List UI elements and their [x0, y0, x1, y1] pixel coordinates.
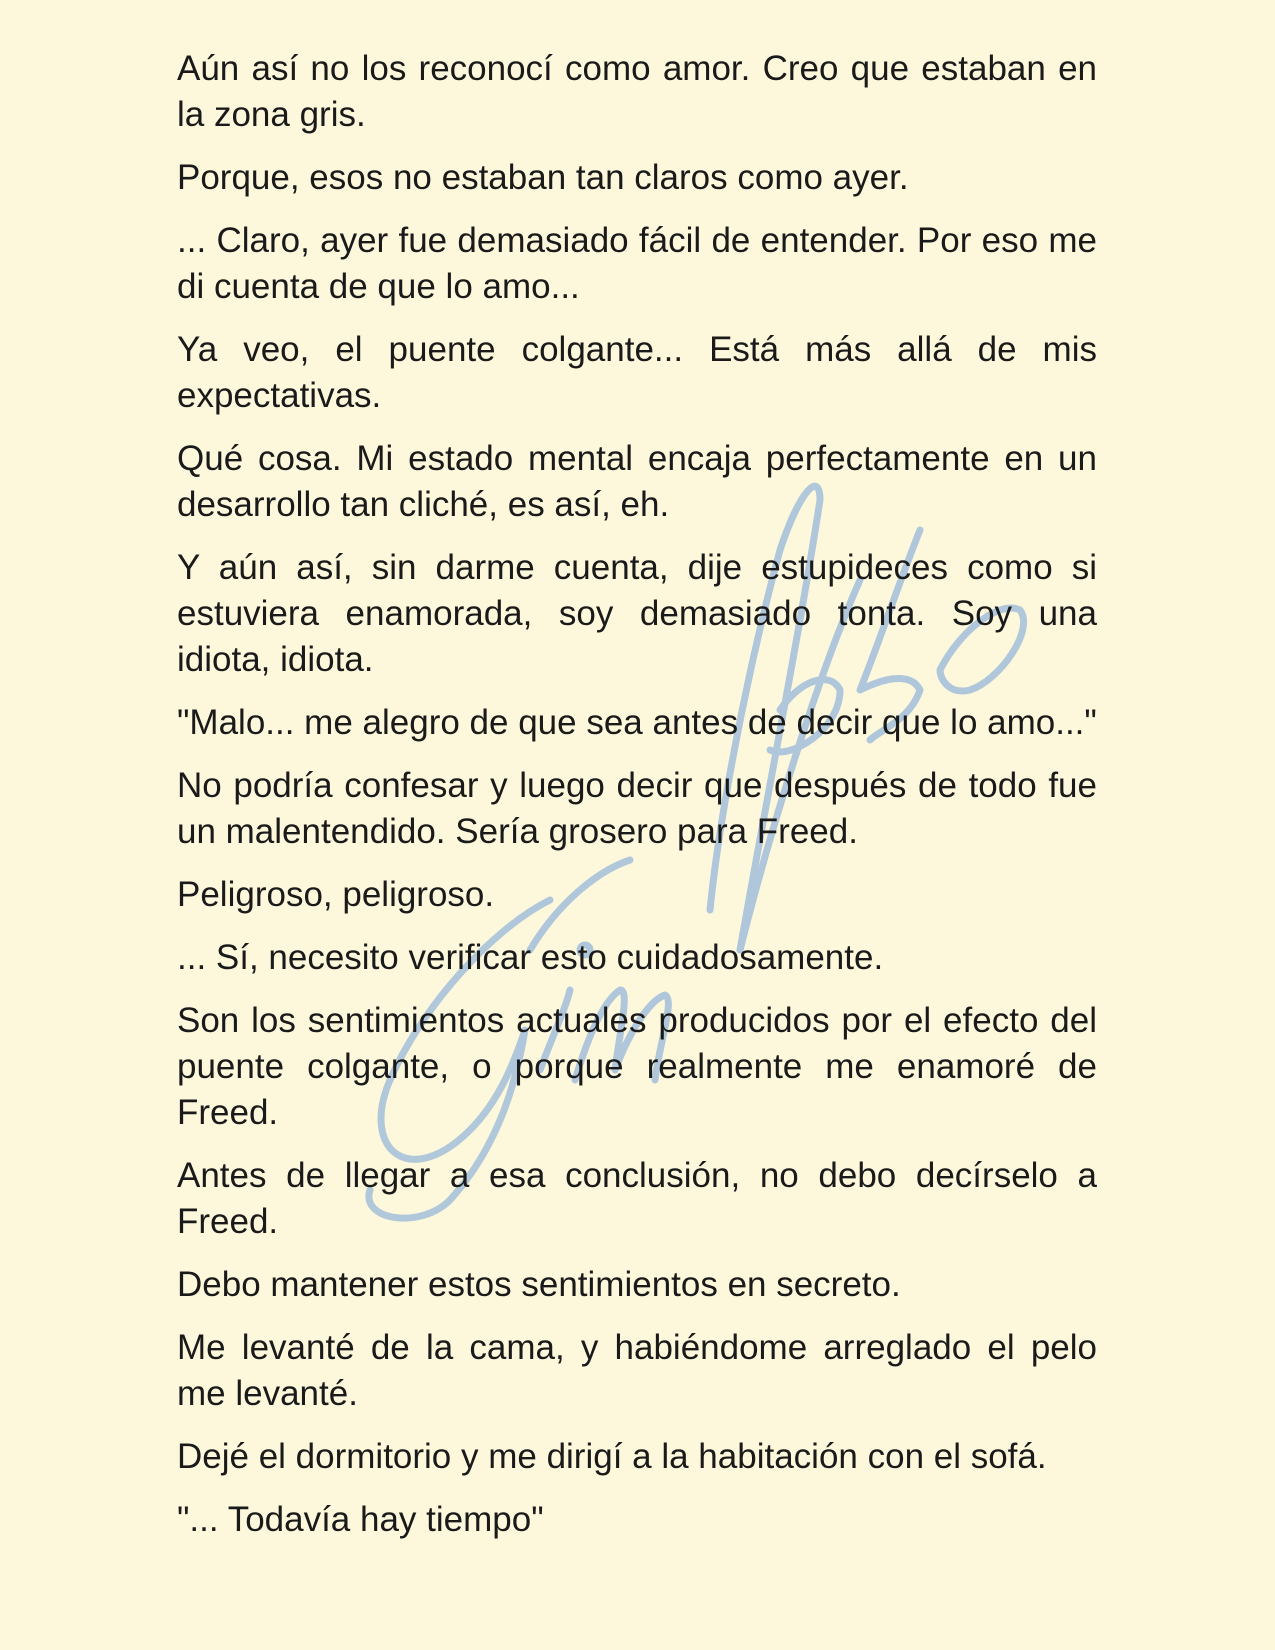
- watermark-text: Gin Neko: [300, 430, 304, 431]
- paragraph: Porque, esos no estaban tan claros como ayer.: [177, 158, 909, 197]
- paragraph: "... Todavía hay tiempo": [177, 1500, 544, 1539]
- paragraph: "Malo... me alegro de que sea antes de decir que lo amo...": [177, 703, 1097, 742]
- paragraph: Me levanté de la cama, y habiéndome arreglado el pelo me levanté.: [177, 1328, 1097, 1413]
- paragraph: Qué cosa. Mi estado mental encaja perfectamente en un desarrollo tan cliché, es así, eh.: [177, 439, 1097, 524]
- paragraph: Debo mantener estos sentimientos en secreto.: [177, 1265, 901, 1304]
- text-body: [177, 46, 1097, 1560]
- paragraph: ... Claro, ayer fue demasiado fácil de entender. Por eso me di cuenta de que lo amo...: [177, 221, 1097, 306]
- paragraph: Aún así no los reconocí como amor. Creo que estaban en la zona gris.: [177, 49, 1097, 134]
- paragraph: ... Sí, necesito verificar esto cuidadosamente.: [177, 938, 884, 977]
- paragraph: Antes de llegar a esa conclusión, no debo decírselo a Freed.: [177, 1156, 1097, 1241]
- paragraph: Ya veo, el puente colgante... Está más allá de mis expectativas.: [177, 330, 1097, 415]
- paragraph: No podría confesar y luego decir que después de todo fue un malentendido. Sería grosero para Freed.: [177, 766, 1097, 851]
- paragraph: Y aún así, sin darme cuenta, dije estupideces como si estuviera enamorada, soy demasiado tonta. Soy una idiota, idiota.: [177, 548, 1097, 679]
- paragraph: Peligroso, peligroso.: [177, 875, 495, 914]
- paragraph: Son los sentimientos actuales producidos por el efecto del puente colgante, o porque realmente me enamoré de Freed.: [177, 1001, 1097, 1132]
- paragraph: Dejé el dormitorio y me dirigí a la habitación con el sofá.: [177, 1437, 1047, 1476]
